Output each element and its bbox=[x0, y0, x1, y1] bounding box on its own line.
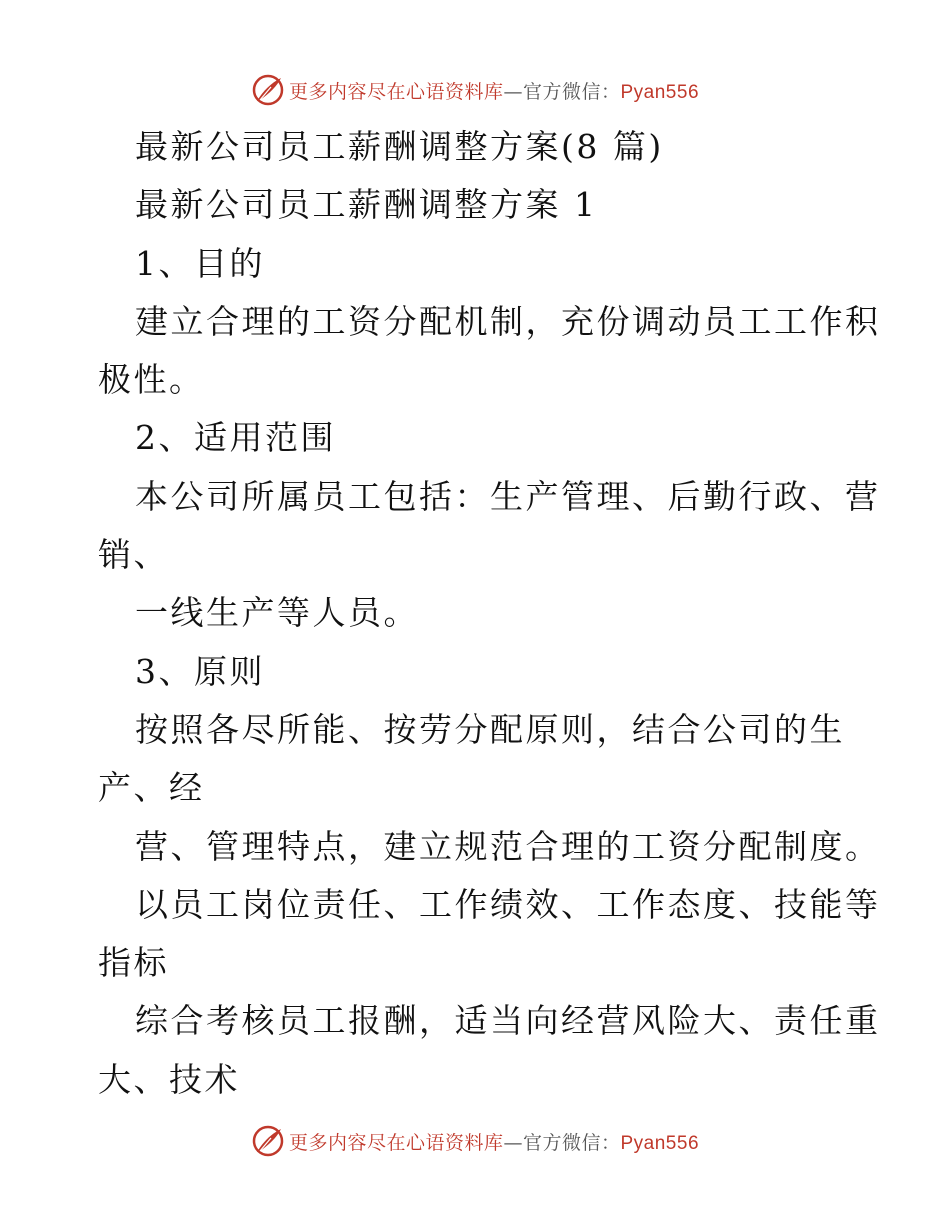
paragraph-line: 一线生产等人员。 bbox=[135, 593, 419, 633]
paragraph-line: 按照各尽所能、按劳分配原则，结合公司的生 bbox=[135, 709, 845, 749]
paragraph-line: 销、 bbox=[98, 535, 169, 575]
watermark-separator: —官方微信： bbox=[503, 1131, 621, 1154]
paragraph-line: 以员工岗位责任、工作绩效、工作态度、技能等 bbox=[135, 884, 881, 924]
paragraph-line: 极性。 bbox=[98, 360, 205, 400]
quill-logo-icon bbox=[251, 1124, 285, 1158]
quill-logo-icon bbox=[251, 73, 285, 107]
paragraph-line: 产、经 bbox=[98, 768, 205, 808]
paragraph-line: 综合考核员工报酬，适当向经营风险大、责任重 bbox=[135, 1001, 881, 1041]
watermark-text: 更多内容尽在心语资料库 bbox=[288, 1131, 504, 1154]
paragraph-line: 指标 bbox=[98, 943, 169, 983]
document-title: 最新公司员工薪酬调整方案(8 篇) bbox=[135, 127, 664, 166]
paragraph-line: 大、技术 bbox=[98, 1059, 240, 1099]
subheading-principles: 3、原则 bbox=[135, 651, 265, 691]
paragraph-line: 本公司所属员工包括：生产管理、后勤行政、营 bbox=[135, 476, 881, 516]
paragraph-line: 建立合理的工资分配机制，充份调动员工工作积 bbox=[135, 301, 881, 341]
paragraph-line: 营、管理特点，建立规范合理的工资分配制度。 bbox=[135, 826, 881, 866]
subheading-scope: 2、适用范围 bbox=[135, 418, 336, 458]
watermark-account-id: Pyan556 bbox=[620, 1132, 700, 1154]
header-watermark bbox=[0, 70, 950, 110]
document-body bbox=[98, 118, 881, 1109]
watermark-text: 更多内容尽在心语资料库 bbox=[288, 80, 504, 103]
footer-watermark bbox=[0, 1121, 950, 1161]
section-heading: 最新公司员工薪酬调整方案 1 bbox=[135, 185, 598, 225]
watermark-account-id: Pyan556 bbox=[620, 81, 700, 103]
subheading-purpose: 1、目的 bbox=[135, 243, 265, 283]
watermark-separator: —官方微信： bbox=[503, 80, 621, 103]
